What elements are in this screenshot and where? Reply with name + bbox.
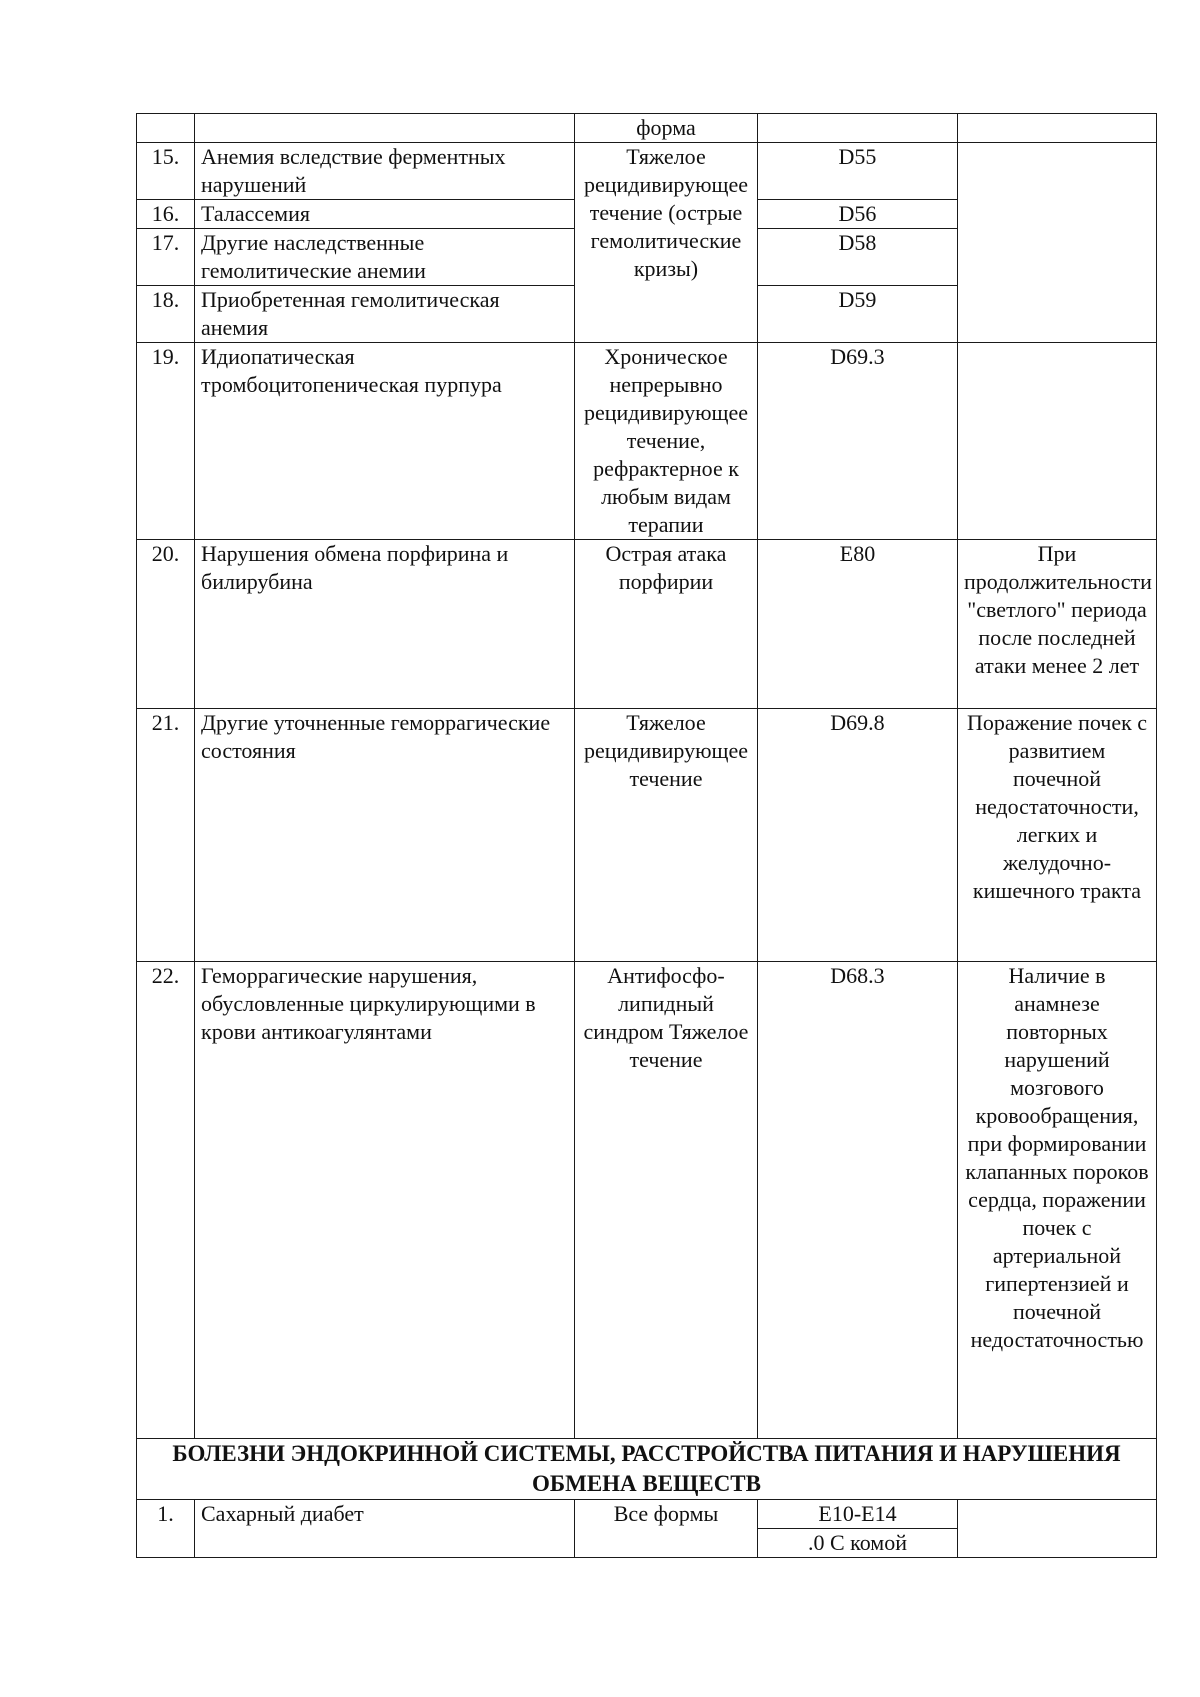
note: Наличие в анамнезе повторных нарушений мозгового кровообращения, при формировании клапанных пороков сердца, поражении почек с артериальной гипертензией и почечной недостаточностью bbox=[958, 962, 1157, 1439]
row-number: 16. bbox=[137, 200, 195, 229]
icd-code: E10-E14 bbox=[758, 1500, 958, 1529]
note bbox=[958, 1500, 1157, 1558]
note: Поражение почек с развитием почечной недостаточности, легких и желудочно-кишечного тракта bbox=[958, 709, 1157, 962]
icd-code: D68.3 bbox=[758, 962, 958, 1439]
icd-code: D56 bbox=[758, 200, 958, 229]
disease-name: Талассемия bbox=[195, 200, 575, 229]
row-number: 21. bbox=[137, 709, 195, 962]
table-row bbox=[137, 1500, 1157, 1529]
icd-code: D55 bbox=[758, 143, 958, 200]
disease-name bbox=[195, 114, 575, 143]
disease-name: Нарушения обмена порфирина и билирубина bbox=[195, 540, 575, 709]
row-number: 22. bbox=[137, 962, 195, 1439]
table-row bbox=[137, 114, 1157, 143]
note: При продолжительности "светлого" периода после последней атаки менее 2 лет bbox=[958, 540, 1157, 709]
disease-form: Острая атака порфирии bbox=[575, 540, 758, 709]
row-number: 19. bbox=[137, 343, 195, 540]
icd-code-detail: .0 С комой bbox=[758, 1529, 958, 1558]
row-number: 18. bbox=[137, 286, 195, 343]
disease-name: Идиопатическая тромбоцитопеническая пурпура bbox=[195, 343, 575, 540]
icd-code: D59 bbox=[758, 286, 958, 343]
diseases-table bbox=[136, 113, 1157, 1558]
icd-code: D58 bbox=[758, 229, 958, 286]
table-row bbox=[137, 540, 1157, 709]
disease-name: Геморрагические нарушения, обусловленные циркулирующими в крови антикоагулянтами bbox=[195, 962, 575, 1439]
disease-form: Все формы bbox=[575, 1500, 758, 1558]
disease-name: Сахарный диабет bbox=[195, 1500, 575, 1558]
disease-form: Тяжелое рецидивирующее течение (острые гемолитические кризы) bbox=[575, 143, 758, 343]
row-number: 1. bbox=[137, 1500, 195, 1558]
note bbox=[958, 114, 1157, 143]
table-row bbox=[137, 709, 1157, 962]
section-heading: БОЛЕЗНИ ЭНДОКРИННОЙ СИСТЕМЫ, РАССТРОЙСТВА ПИТАНИЯ И НАРУШЕНИЯ ОБМЕНА ВЕЩЕСТВ bbox=[137, 1439, 1157, 1500]
disease-name: Приобретенная гемолитическая анемия bbox=[195, 286, 575, 343]
section-heading-row bbox=[137, 1439, 1157, 1500]
row-number: 15. bbox=[137, 143, 195, 200]
icd-code: E80 bbox=[758, 540, 958, 709]
disease-form: Антифосфо-липидный синдром Тяжелое течение bbox=[575, 962, 758, 1439]
row-number bbox=[137, 114, 195, 143]
icd-code: D69.3 bbox=[758, 343, 958, 540]
table-row bbox=[137, 962, 1157, 1439]
row-number: 20. bbox=[137, 540, 195, 709]
disease-form: форма bbox=[575, 114, 758, 143]
disease-form: Хроническое непрерывно рецидивирующее течение, рефрактерное к любым видам терапии bbox=[575, 343, 758, 540]
note bbox=[958, 343, 1157, 540]
table-row bbox=[137, 143, 1157, 200]
disease-form: Тяжелое рецидивирующее течение bbox=[575, 709, 758, 962]
disease-name: Анемия вследствие ферментных нарушений bbox=[195, 143, 575, 200]
row-number: 17. bbox=[137, 229, 195, 286]
note bbox=[958, 143, 1157, 343]
icd-code bbox=[758, 114, 958, 143]
icd-code: D69.8 bbox=[758, 709, 958, 962]
table-row bbox=[137, 343, 1157, 540]
disease-name: Другие уточненные геморрагические состояния bbox=[195, 709, 575, 962]
disease-name: Другие наследственные гемолитические анемии bbox=[195, 229, 575, 286]
